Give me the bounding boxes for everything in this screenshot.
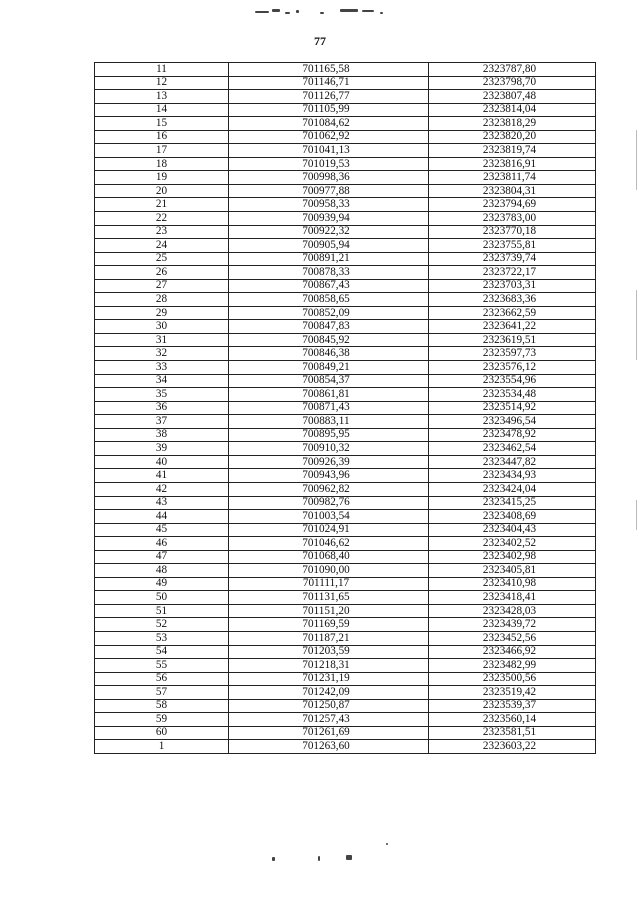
- table-row: [95, 266, 596, 280]
- point-number-cell: 39: [95, 442, 229, 456]
- table-row: [95, 279, 596, 293]
- point-number-cell: 12: [95, 76, 229, 90]
- y-coordinate-cell: 2323452,56: [429, 631, 596, 645]
- point-number-cell: 23: [95, 225, 229, 239]
- point-number-cell: 50: [95, 591, 229, 605]
- point-number-cell: 51: [95, 604, 229, 618]
- point-number-cell: 41: [95, 469, 229, 483]
- point-number-cell: 20: [95, 184, 229, 198]
- y-coordinate-cell: 2323722,17: [429, 266, 596, 280]
- table-row: [95, 239, 596, 253]
- x-coordinate-cell: 700845,92: [229, 333, 429, 347]
- x-coordinate-cell: 700910,32: [229, 442, 429, 456]
- x-coordinate-cell: 700926,39: [229, 455, 429, 469]
- point-number-cell: 45: [95, 523, 229, 537]
- table-row: [95, 374, 596, 388]
- table-row: [95, 198, 596, 212]
- point-number-cell: 40: [95, 455, 229, 469]
- y-coordinate-cell: 2323402,98: [429, 550, 596, 564]
- y-coordinate-cell: 2323755,81: [429, 239, 596, 253]
- point-number-cell: 31: [95, 333, 229, 347]
- point-number-cell: 13: [95, 90, 229, 104]
- table-row: [95, 537, 596, 551]
- y-coordinate-cell: 2323415,25: [429, 496, 596, 510]
- point-number-cell: 53: [95, 631, 229, 645]
- table-row: [95, 306, 596, 320]
- x-coordinate-cell: 701068,40: [229, 550, 429, 564]
- x-coordinate-cell: 701003,54: [229, 510, 429, 524]
- x-coordinate-cell: 700861,81: [229, 388, 429, 402]
- x-coordinate-cell: 701146,71: [229, 76, 429, 90]
- table-row: [95, 130, 596, 144]
- x-coordinate-cell: 700846,38: [229, 347, 429, 361]
- table-row: [95, 496, 596, 510]
- table-row: [95, 252, 596, 266]
- page-number: 77: [314, 34, 326, 48]
- x-coordinate-cell: 701019,53: [229, 157, 429, 171]
- table-row: [95, 103, 596, 117]
- point-number-cell: 15: [95, 117, 229, 131]
- point-number-cell: 11: [95, 63, 229, 77]
- table-row: [95, 510, 596, 524]
- y-coordinate-cell: 2323576,12: [429, 361, 596, 375]
- table-row: [95, 618, 596, 632]
- y-coordinate-cell: 2323603,22: [429, 740, 596, 754]
- point-number-cell: 57: [95, 686, 229, 700]
- x-coordinate-cell: 701231,19: [229, 672, 429, 686]
- point-number-cell: 25: [95, 252, 229, 266]
- y-coordinate-cell: 2323816,91: [429, 157, 596, 171]
- y-coordinate-cell: 2323641,22: [429, 320, 596, 334]
- y-coordinate-cell: 2323597,73: [429, 347, 596, 361]
- table-row: [95, 428, 596, 442]
- table-row: [95, 550, 596, 564]
- x-coordinate-cell: 701041,13: [229, 144, 429, 158]
- y-coordinate-cell: 2323434,93: [429, 469, 596, 483]
- table-row: [95, 469, 596, 483]
- table-row: [95, 157, 596, 171]
- y-coordinate-cell: 2323683,36: [429, 293, 596, 307]
- x-coordinate-cell: 701257,43: [229, 713, 429, 727]
- table-row: [95, 577, 596, 591]
- y-coordinate-cell: 2323770,18: [429, 225, 596, 239]
- y-coordinate-cell: 2323787,80: [429, 63, 596, 77]
- point-number-cell: 29: [95, 306, 229, 320]
- point-number-cell: 36: [95, 401, 229, 415]
- x-coordinate-cell: 700854,37: [229, 374, 429, 388]
- table-row: [95, 604, 596, 618]
- x-coordinate-cell: 700891,21: [229, 252, 429, 266]
- table-row: [95, 523, 596, 537]
- x-coordinate-cell: 700883,11: [229, 415, 429, 429]
- point-number-cell: 1: [95, 740, 229, 754]
- point-number-cell: 54: [95, 645, 229, 659]
- table-row: [95, 225, 596, 239]
- x-coordinate-cell: 701242,09: [229, 686, 429, 700]
- point-number-cell: 33: [95, 361, 229, 375]
- y-coordinate-cell: 2323500,56: [429, 672, 596, 686]
- y-coordinate-cell: 2323478,92: [429, 428, 596, 442]
- table-row: [95, 171, 596, 185]
- table-row: [95, 333, 596, 347]
- y-coordinate-cell: 2323811,74: [429, 171, 596, 185]
- point-number-cell: 52: [95, 618, 229, 632]
- x-coordinate-cell: 701218,31: [229, 659, 429, 673]
- x-coordinate-cell: 701111,17: [229, 577, 429, 591]
- y-coordinate-cell: 2323794,69: [429, 198, 596, 212]
- table-row: [95, 455, 596, 469]
- table-row: [95, 645, 596, 659]
- y-coordinate-cell: 2323482,99: [429, 659, 596, 673]
- point-number-cell: 46: [95, 537, 229, 551]
- coordinates-table: [94, 62, 596, 754]
- x-coordinate-cell: 700867,43: [229, 279, 429, 293]
- point-number-cell: 18: [95, 157, 229, 171]
- table-row: [95, 726, 596, 740]
- table-row: [95, 564, 596, 578]
- y-coordinate-cell: 2323814,04: [429, 103, 596, 117]
- x-coordinate-cell: 700922,32: [229, 225, 429, 239]
- table-row: [95, 184, 596, 198]
- point-number-cell: 24: [95, 239, 229, 253]
- point-number-cell: 55: [95, 659, 229, 673]
- y-coordinate-cell: 2323739,74: [429, 252, 596, 266]
- x-coordinate-cell: 700878,33: [229, 266, 429, 280]
- table-row: [95, 388, 596, 402]
- x-coordinate-cell: 700982,76: [229, 496, 429, 510]
- y-coordinate-cell: 2323418,41: [429, 591, 596, 605]
- table-row: [95, 117, 596, 131]
- y-coordinate-cell: 2323819,74: [429, 144, 596, 158]
- table-row: [95, 144, 596, 158]
- point-number-cell: 56: [95, 672, 229, 686]
- x-coordinate-cell: 700998,36: [229, 171, 429, 185]
- y-coordinate-cell: 2323783,00: [429, 212, 596, 226]
- x-coordinate-cell: 701084,62: [229, 117, 429, 131]
- y-coordinate-cell: 2323519,42: [429, 686, 596, 700]
- point-number-cell: 34: [95, 374, 229, 388]
- table-row: [95, 361, 596, 375]
- x-coordinate-cell: 700849,21: [229, 361, 429, 375]
- table-row: [95, 591, 596, 605]
- table-row: [95, 320, 596, 334]
- y-coordinate-cell: 2323534,48: [429, 388, 596, 402]
- table-row: [95, 442, 596, 456]
- y-coordinate-cell: 2323804,31: [429, 184, 596, 198]
- point-number-cell: 43: [95, 496, 229, 510]
- table-row: [95, 415, 596, 429]
- point-number-cell: 19: [95, 171, 229, 185]
- x-coordinate-cell: 701105,99: [229, 103, 429, 117]
- point-number-cell: 16: [95, 130, 229, 144]
- x-coordinate-cell: 701126,77: [229, 90, 429, 104]
- x-coordinate-cell: 701090,00: [229, 564, 429, 578]
- coordinates-table-body: [95, 63, 596, 754]
- table-row: [95, 63, 596, 77]
- table-row: [95, 212, 596, 226]
- x-coordinate-cell: 701024,91: [229, 523, 429, 537]
- x-coordinate-cell: 701062,92: [229, 130, 429, 144]
- point-number-cell: 49: [95, 577, 229, 591]
- x-coordinate-cell: 700847,83: [229, 320, 429, 334]
- point-number-cell: 44: [95, 510, 229, 524]
- x-coordinate-cell: 700943,96: [229, 469, 429, 483]
- table-row: [95, 659, 596, 673]
- x-coordinate-cell: 700895,95: [229, 428, 429, 442]
- x-coordinate-cell: 700962,82: [229, 482, 429, 496]
- table-row: [95, 90, 596, 104]
- y-coordinate-cell: 2323619,51: [429, 333, 596, 347]
- table-row: [95, 699, 596, 713]
- y-coordinate-cell: 2323539,37: [429, 699, 596, 713]
- point-number-cell: 22: [95, 212, 229, 226]
- y-coordinate-cell: 2323408,69: [429, 510, 596, 524]
- x-coordinate-cell: 700858,65: [229, 293, 429, 307]
- point-number-cell: 21: [95, 198, 229, 212]
- y-coordinate-cell: 2323462,54: [429, 442, 596, 456]
- point-number-cell: 60: [95, 726, 229, 740]
- x-coordinate-cell: 701165,58: [229, 63, 429, 77]
- y-coordinate-cell: 2323404,43: [429, 523, 596, 537]
- x-coordinate-cell: 701169,59: [229, 618, 429, 632]
- point-number-cell: 17: [95, 144, 229, 158]
- table-row: [95, 740, 596, 754]
- point-number-cell: 47: [95, 550, 229, 564]
- y-coordinate-cell: 2323405,81: [429, 564, 596, 578]
- point-number-cell: 38: [95, 428, 229, 442]
- table-row: [95, 713, 596, 727]
- table-row: [95, 76, 596, 90]
- y-coordinate-cell: 2323439,72: [429, 618, 596, 632]
- x-coordinate-cell: 700871,43: [229, 401, 429, 415]
- table-row: [95, 672, 596, 686]
- y-coordinate-cell: 2323514,92: [429, 401, 596, 415]
- x-coordinate-cell: 701261,69: [229, 726, 429, 740]
- x-coordinate-cell: 700977,88: [229, 184, 429, 198]
- point-number-cell: 58: [95, 699, 229, 713]
- point-number-cell: 14: [95, 103, 229, 117]
- point-number-cell: 35: [95, 388, 229, 402]
- y-coordinate-cell: 2323818,29: [429, 117, 596, 131]
- x-coordinate-cell: 701203,59: [229, 645, 429, 659]
- x-coordinate-cell: 700852,09: [229, 306, 429, 320]
- point-number-cell: 37: [95, 415, 229, 429]
- y-coordinate-cell: 2323820,20: [429, 130, 596, 144]
- point-number-cell: 42: [95, 482, 229, 496]
- x-coordinate-cell: 700939,94: [229, 212, 429, 226]
- table-row: [95, 631, 596, 645]
- table-row: [95, 401, 596, 415]
- y-coordinate-cell: 2323560,14: [429, 713, 596, 727]
- x-coordinate-cell: 701046,62: [229, 537, 429, 551]
- x-coordinate-cell: 701250,87: [229, 699, 429, 713]
- y-coordinate-cell: 2323581,51: [429, 726, 596, 740]
- x-coordinate-cell: 700958,33: [229, 198, 429, 212]
- point-number-cell: 32: [95, 347, 229, 361]
- table-row: [95, 347, 596, 361]
- x-coordinate-cell: 701263,60: [229, 740, 429, 754]
- table-row: [95, 482, 596, 496]
- y-coordinate-cell: 2323428,03: [429, 604, 596, 618]
- point-number-cell: 26: [95, 266, 229, 280]
- y-coordinate-cell: 2323662,59: [429, 306, 596, 320]
- y-coordinate-cell: 2323798,70: [429, 76, 596, 90]
- point-number-cell: 30: [95, 320, 229, 334]
- point-number-cell: 59: [95, 713, 229, 727]
- x-coordinate-cell: 701131,65: [229, 591, 429, 605]
- y-coordinate-cell: 2323496,54: [429, 415, 596, 429]
- y-coordinate-cell: 2323554,96: [429, 374, 596, 388]
- x-coordinate-cell: 701187,21: [229, 631, 429, 645]
- y-coordinate-cell: 2323410,98: [429, 577, 596, 591]
- point-number-cell: 28: [95, 293, 229, 307]
- y-coordinate-cell: 2323703,31: [429, 279, 596, 293]
- y-coordinate-cell: 2323807,48: [429, 90, 596, 104]
- y-coordinate-cell: 2323447,82: [429, 455, 596, 469]
- table-row: [95, 686, 596, 700]
- point-number-cell: 27: [95, 279, 229, 293]
- y-coordinate-cell: 2323466,92: [429, 645, 596, 659]
- x-coordinate-cell: 700905,94: [229, 239, 429, 253]
- y-coordinate-cell: 2323424,04: [429, 482, 596, 496]
- x-coordinate-cell: 701151,20: [229, 604, 429, 618]
- y-coordinate-cell: 2323402,52: [429, 537, 596, 551]
- table-row: [95, 293, 596, 307]
- point-number-cell: 48: [95, 564, 229, 578]
